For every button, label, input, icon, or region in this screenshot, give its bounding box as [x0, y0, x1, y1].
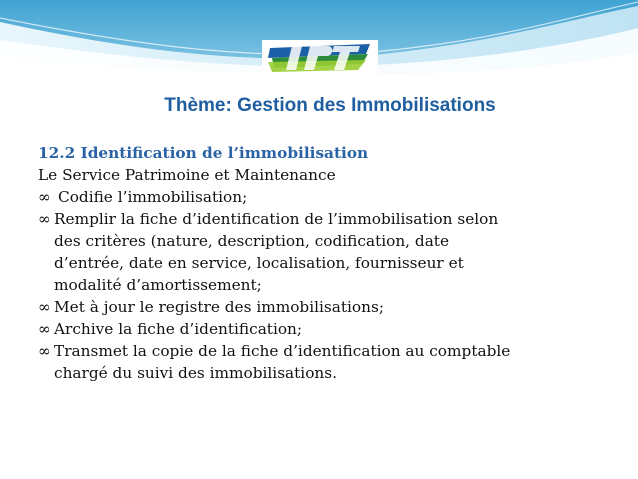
bullet-line: modalité d’amortissement;: [54, 276, 262, 294]
bullet-text: [54, 296, 608, 318]
section-subheading: 12.2 Identification de l’immobilisation: [38, 144, 369, 162]
bullet-line: Codifie l’immobilisation;: [58, 188, 248, 206]
slide-body: [38, 142, 608, 384]
infinity-bullet-icon: ∞: [38, 298, 51, 316]
bullet-item: [38, 208, 608, 296]
bullet-text: [54, 318, 608, 340]
bullet-text: [54, 340, 608, 384]
intro-line: Le Service Patrimoine et Maintenance: [38, 166, 336, 184]
infinity-bullet-icon: ∞: [38, 320, 51, 338]
ipt-logo: [262, 40, 378, 74]
bullet-text: [54, 186, 608, 208]
bullet-line: Met à jour le registre des immobilisations;: [54, 298, 384, 316]
bullet-item: [38, 340, 608, 384]
bullet-item: [38, 186, 608, 208]
bullet-item: [38, 318, 608, 340]
bullet-item: [38, 296, 608, 318]
bullet-line: des critères (nature, description, codification, date: [54, 232, 450, 250]
infinity-bullet-icon: ∞: [38, 188, 51, 206]
bullet-line: Transmet la copie de la fiche d’identification au comptable: [54, 342, 511, 360]
slide-title: Thème: Gestion des Immobilisations: [164, 95, 496, 116]
bullet-line: Archive la fiche d’identification;: [54, 320, 303, 338]
infinity-bullet-icon: ∞: [38, 342, 51, 360]
bullet-text: [54, 208, 608, 296]
bullet-line: Remplir la fiche d’identification de l’immobilisation selon: [54, 210, 499, 228]
bullet-line: d’entrée, date en service, localisation, fournisseur et: [54, 254, 464, 272]
bullet-line: chargé du suivi des immobilisations.: [54, 364, 337, 382]
infinity-bullet-icon: ∞: [38, 210, 51, 228]
